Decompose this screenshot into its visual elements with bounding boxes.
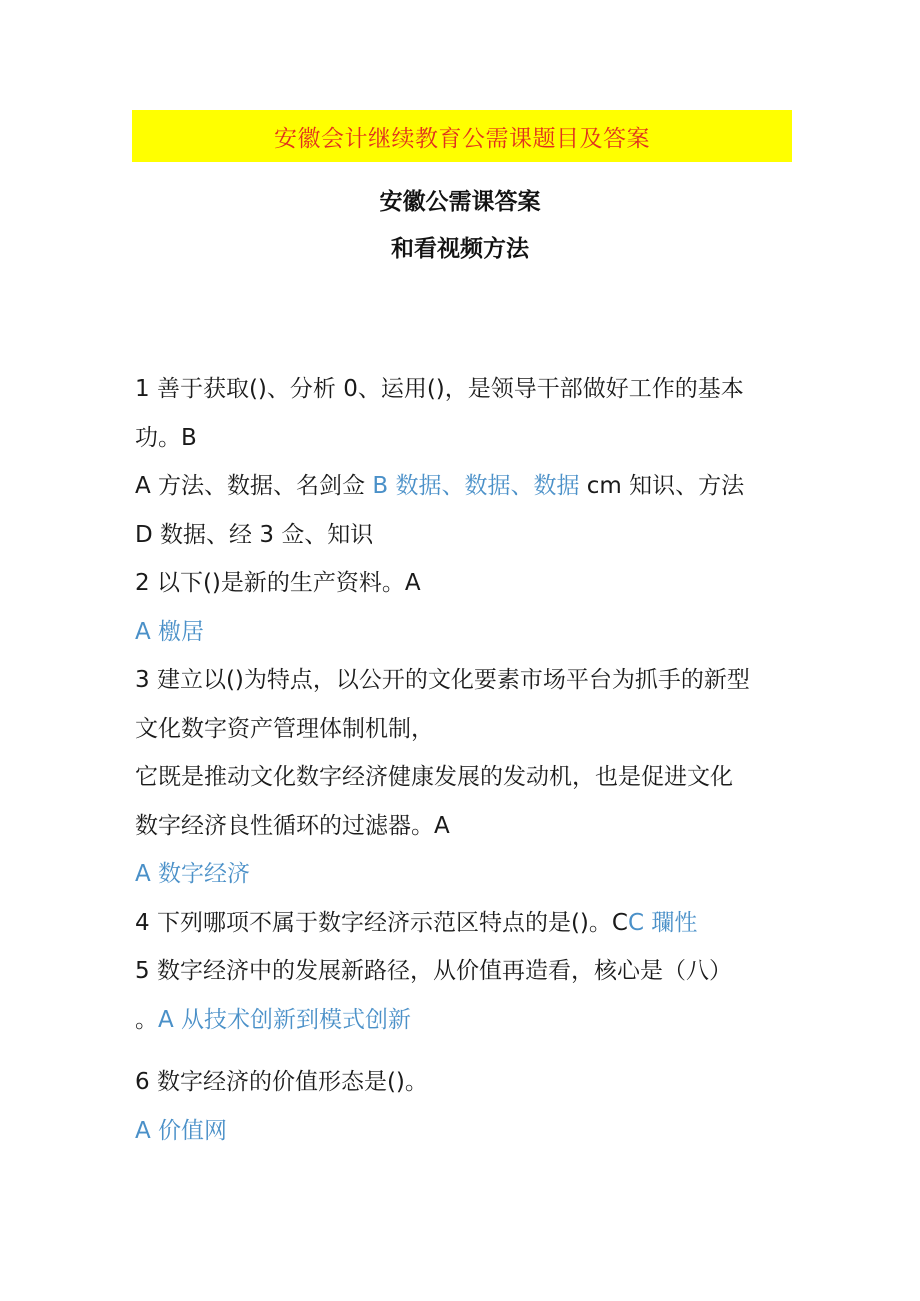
q3-line-4: 数字经济良性循环的过滤器。A [135, 812, 450, 839]
q5-answer: A 从技术创新到模式创新 [158, 1006, 412, 1033]
q4-question [135, 899, 800, 948]
q6-answer: A 价值网 [135, 1117, 228, 1144]
banner-title: 安徽会计继续教育公需课题目及答案 [274, 125, 650, 152]
q3-answer: A 数字经济 [135, 861, 251, 887]
q1-option-c: cm 知识、方法 [579, 473, 745, 499]
page-title: 安徽公需课答案 [379, 189, 541, 215]
q3-line-1: 3 建立以()为特点，以公开的文化要素市场平台为抓手的新型 [135, 667, 750, 693]
q1-answer: B 数据、数据、数据 [372, 473, 580, 499]
title-banner [132, 110, 792, 162]
q2-answer: A 檄居 [135, 618, 205, 645]
q1-line-1: 1 善于获取()、分析 0、运用()，是领导干部做好工作的基本 [135, 376, 744, 402]
q5-answer-prefix: 。 [135, 1006, 158, 1033]
q4-question-text: 4 下列哪项不属于数字经济示范区特点的是()。C [135, 909, 628, 936]
q3-line-3: 它既是推动文化数字经济健康发展的发动机，也是促进文化 [135, 764, 733, 790]
q5-question: 5 数字经济中的发展新路径，从价值再造看，核心是（八） [135, 958, 732, 984]
q5-answer-line [135, 996, 800, 1045]
q2-question: 2 以下()是新的生产资料。A [135, 570, 421, 596]
q1-line-2: 功。B [135, 424, 197, 451]
page-subtitle: 和看视频方法 [391, 236, 529, 262]
q1-option-a: A 方法、数据、名剑佥 [135, 473, 373, 499]
question-list [135, 365, 800, 1155]
q1-options-line-1 [135, 462, 800, 511]
q6-question: 6 数字经济的价值形态是()。 [135, 1069, 428, 1095]
q1-options-line-2: D 数据、经 3 佥、知识 [135, 521, 374, 548]
spacer [135, 1044, 800, 1058]
q4-answer: C 瓓性 [627, 909, 698, 936]
q3-line-2: 文化数字资产管理体制机制， [135, 715, 434, 742]
